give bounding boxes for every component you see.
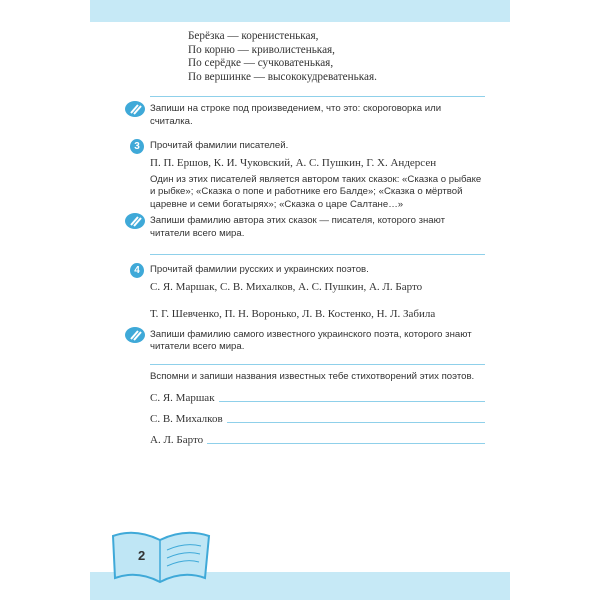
task-write-type [150, 103, 485, 128]
poet-name: С. Я. Маршак [150, 392, 215, 404]
pencil-icon [125, 213, 145, 229]
task-4 [134, 264, 485, 277]
page-number: 2 [138, 548, 146, 563]
poem-line: По вершинке — высококудреватенькая. [188, 70, 377, 83]
fairy-tales-text: Один из этих писателей является автором таких сказок: «Сказка о рыбаке и рыбке»; «Сказка о попе и работнике его Балде»; «Сказка о мёртвой царевне и семи богатырях»; «Сказка о царе Салтане…» [150, 173, 482, 210]
pencil-icon [125, 101, 145, 117]
poet-answer-row [150, 425, 485, 446]
pencil-icon [125, 327, 145, 343]
ukrainian-poets: Т. Г. Шевченко, П. Н. Воронько, Л. В. Костенко, Н. Л. Забила [150, 307, 436, 320]
answer-line[interactable] [219, 401, 485, 402]
answer-line[interactable] [207, 443, 485, 444]
poet-name: А. Л. Барто [150, 434, 204, 446]
task-3 [134, 140, 485, 153]
poet-answer-row [150, 404, 485, 425]
task-text: Запиши фамилию самого известного украинского поэта, которого знают читатели всего мира. [150, 328, 472, 352]
task-write-poet [150, 329, 485, 354]
poem-line: Берёзка — коренистенькая, [188, 30, 319, 42]
task-text: Запиши фамилию автора этих сказок — писателя, которого знают читатели всего мира. [150, 215, 445, 239]
answer-line[interactable] [227, 422, 485, 423]
task-write-author [150, 215, 485, 240]
task-number-badge: 4 [130, 263, 144, 278]
task-text: Запиши на строке под произведением, что это: скороговорка или считалка. [150, 103, 442, 127]
writer-names: П. П. Ершов, К. И. Чуковский, А. С. Пушкин, Г. Х. Андерсен [150, 156, 437, 169]
recall-poems: Вспомни и запиши названия известных тебе стихотворений этих поэтов. [150, 370, 475, 382]
poem-line: По серёдке — сучковатенькая, [188, 57, 334, 69]
russian-poets: С. Я. Маршак, С. В. Михалков, А. С. Пушкин, А. Л. Барто [150, 280, 423, 293]
poem-line: По корню — криволистенькая, [188, 43, 335, 56]
poet-answer-row [150, 383, 485, 404]
poet-name: С. В. Михалков [150, 413, 223, 425]
task-instruction: Прочитай фамилии писателей. [150, 140, 289, 151]
task-number-badge: 3 [130, 139, 144, 154]
page-content [134, 30, 485, 446]
task-instruction: Прочитай фамилии русских и украинских поэтов. [150, 264, 369, 275]
top-band [90, 0, 510, 22]
open-book-icon [105, 528, 215, 588]
poem [188, 30, 485, 84]
